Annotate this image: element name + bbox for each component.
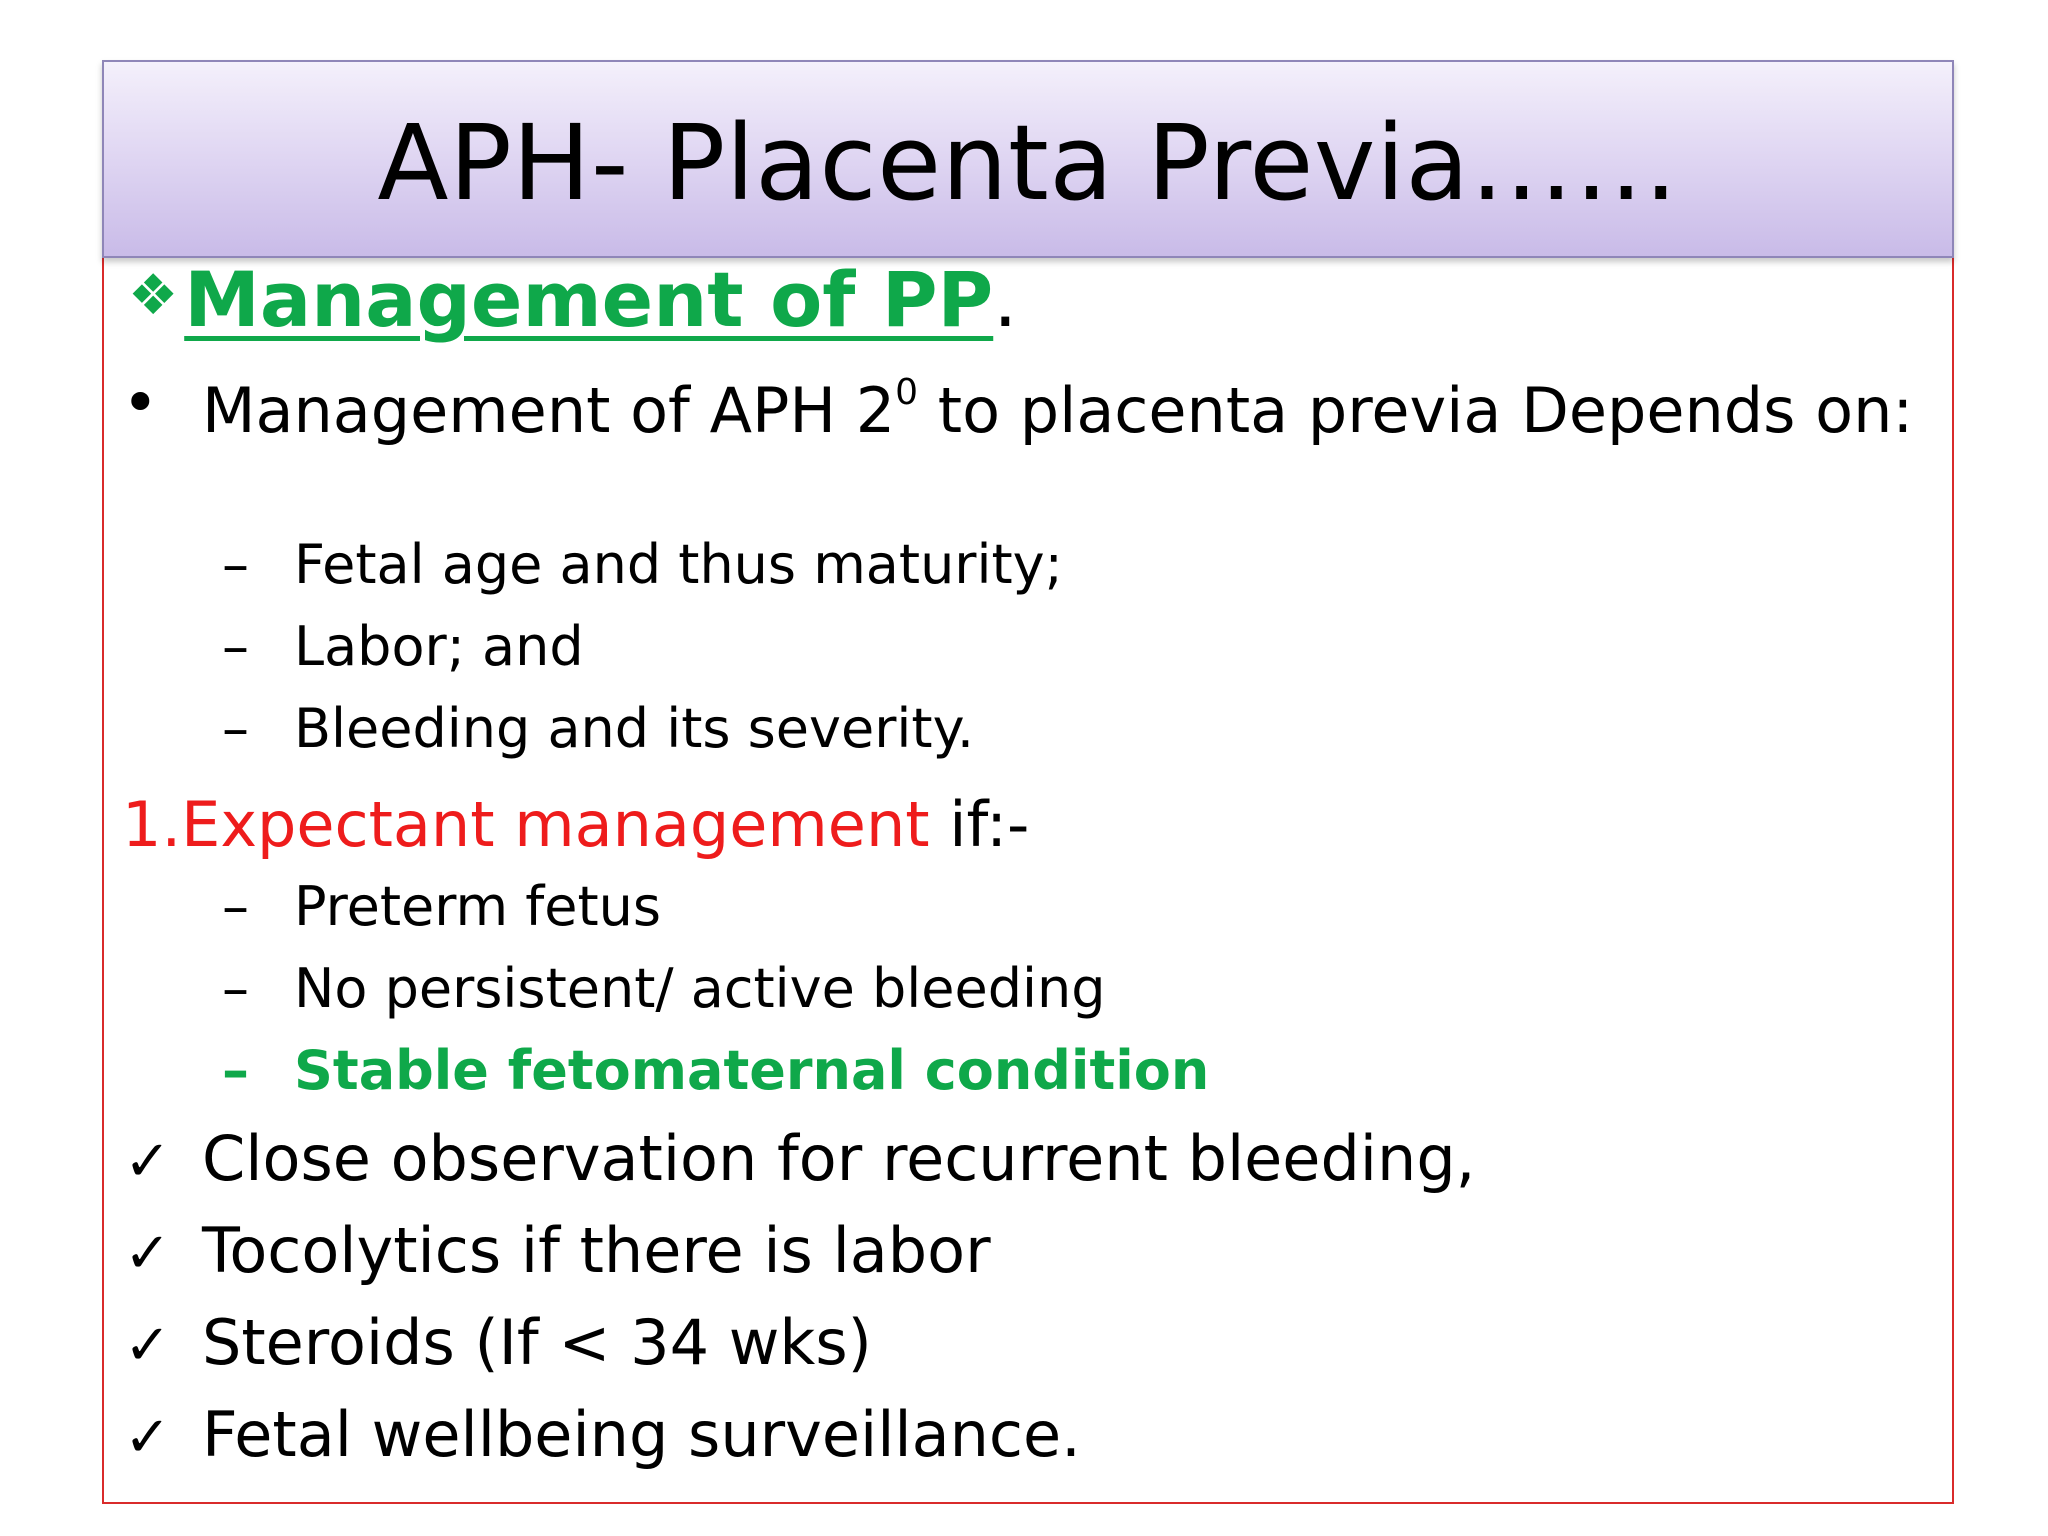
section-heading <box>128 255 1018 344</box>
section-heading-text: Management of PP <box>184 255 994 344</box>
check-item-text: Fetal wellbeing surveillance. <box>202 1398 1081 1471</box>
depends-item <box>222 697 975 760</box>
depends-on-text-start: Management of APH 2 <box>202 374 896 447</box>
checkmark-icon: ✓ <box>124 1221 171 1286</box>
dash-marker: – <box>222 615 249 678</box>
dash-marker: – <box>222 875 249 938</box>
expectant-item-text: Preterm fetus <box>294 875 662 938</box>
checkmark-icon: ✓ <box>124 1405 171 1470</box>
depends-item-text: Labor; and <box>294 615 584 678</box>
depends-on-statement <box>202 372 1922 450</box>
check-item-text: Tocolytics if there is labor <box>202 1214 991 1287</box>
depends-item-text: Fetal age and thus maturity; <box>294 533 1063 596</box>
checkmark-icon: ✓ <box>124 1313 171 1378</box>
bullet-marker: • <box>122 366 159 439</box>
degree-superscript: 0 <box>895 372 919 413</box>
checkmark-icon: ✓ <box>124 1129 171 1194</box>
dash-marker: – <box>222 1039 249 1102</box>
dash-marker: – <box>222 697 249 760</box>
check-item <box>124 1214 991 1287</box>
depends-on-text-end: to placenta previa Depends on: <box>918 374 1914 447</box>
expectant-item-highlighted <box>222 1039 1210 1102</box>
expectant-item <box>222 875 662 938</box>
expectant-item <box>222 957 1106 1020</box>
expectant-item-text: No persistent/ active bleeding <box>294 957 1106 1020</box>
dash-marker: – <box>222 533 249 596</box>
depends-item <box>222 615 584 678</box>
check-item <box>124 1306 872 1379</box>
slide-title: APH- Placenta Previa…… <box>377 102 1679 224</box>
expectant-management-heading <box>122 788 1030 861</box>
check-item <box>124 1122 1476 1195</box>
expectant-management-label: 1.Expectant management <box>122 788 930 861</box>
check-item-text: Close observation for recurrent bleeding, <box>202 1122 1476 1195</box>
check-item-text: Steroids (If < 34 wks) <box>202 1306 872 1379</box>
diamond-bullet-icon: ❖ <box>128 263 179 328</box>
expectant-management-suffix: if:- <box>929 788 1030 861</box>
section-heading-period: . <box>993 255 1018 344</box>
depends-item <box>222 533 1063 596</box>
expectant-item-text: Stable fetomaternal condition <box>294 1039 1210 1102</box>
check-item <box>124 1398 1081 1471</box>
dash-marker: – <box>222 957 249 1020</box>
depends-item-text: Bleeding and its severity. <box>294 697 975 760</box>
